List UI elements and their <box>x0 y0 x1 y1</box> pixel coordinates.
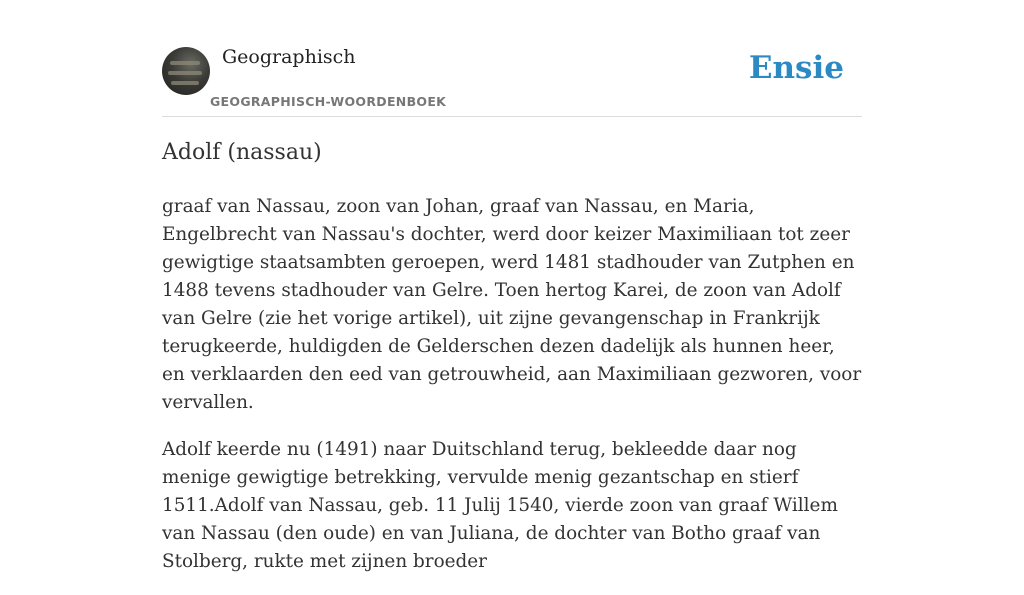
page-title: Adolf (nassau) <box>162 140 322 165</box>
article-paragraph: graaf van Nassau, zoon van Johan, graaf van Nassau, en Maria, Engelbrecht van Nassau's dochter, werd door keizer Maximiliaan tot zeer gewigtige staatsambten geroepen, werd 1481 stadhouder van Zutphen en 1488 tevens stadhouder van Gelre. Toen hertog Karei, de zoon van Adolf van Gelre (zie het vorige artikel), uit zijne gevangenschap in Frankrijk terugkeerde, huldigden de Gelderschen dezen dadelijk als hunnen heer, en verklaarden den eed van getrouwheid, aan Maximiliaan gezworen, voor vervallen. <box>162 196 862 413</box>
article-body <box>162 193 862 595</box>
book-spines-icon <box>170 61 200 65</box>
brand-logo[interactable]: Ensie <box>748 50 844 86</box>
book-spine-line <box>168 71 202 75</box>
avatar[interactable] <box>162 47 210 95</box>
book-spine-line <box>171 81 199 85</box>
article-paragraph: Adolf keerde nu (1491) naar Duitschland terug, bekleedde daar nog menige gewigtige betrekking, vervulde menig gezantschap en stierf 1511.Adolf van Nassau, geb. 11 Julij 1540, vierde zoon van graaf Willem van Nassau (den oude) en van Juliana, de dochter van Botho graaf van Stolberg, rukte met zijnen broeder <box>162 439 838 572</box>
site-slug[interactable]: GEOGRAPHISCH-WOORDENBOEK <box>210 94 447 109</box>
header <box>162 44 862 117</box>
site-name[interactable]: Geographisch <box>222 46 356 68</box>
